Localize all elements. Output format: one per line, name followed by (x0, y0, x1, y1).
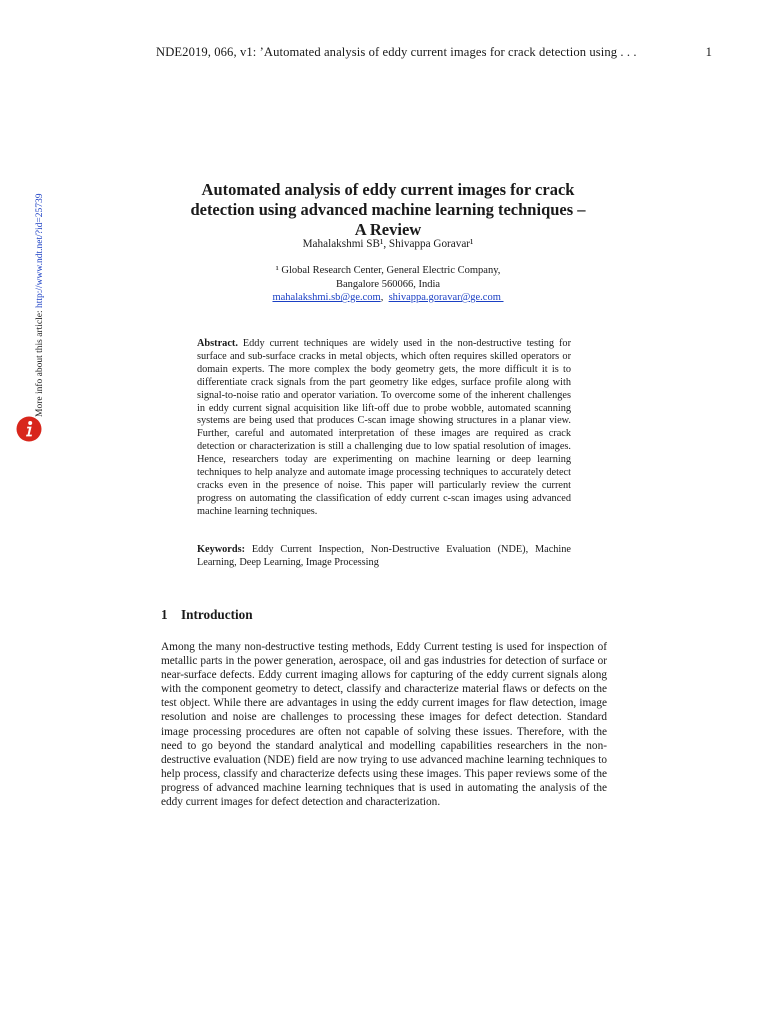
side-banner-prefix: More info about this article: (35, 308, 45, 417)
abstract (197, 338, 571, 519)
running-head (156, 45, 716, 60)
paper-title (150, 180, 626, 240)
email-link-2[interactable]: shivappa.goravar@ge.com (388, 292, 504, 303)
section-heading (161, 607, 253, 623)
keywords-text: Eddy Current Inspection, Non-Destructive Evaluation (NDE), Machine Learning, Deep Learning, Image Processing (197, 544, 571, 568)
info-icon[interactable] (16, 416, 42, 442)
title-line: A Review (354, 220, 422, 239)
title-line: Automated analysis of eddy current images for crack (201, 180, 575, 199)
page-number: 1 (705, 45, 712, 59)
title-line: detection using advanced machine learning techniques – (190, 200, 586, 219)
email-link-1[interactable]: mahalakshmi.sb@ge.com (272, 292, 381, 303)
running-title: NDE2019, 066, v1: ’Automated analysis of eddy current images for crack detection using . . . (156, 45, 637, 59)
section-body: Among the many non-destructive testing methods, Eddy Current testing is used for inspection of metallic parts in the power generation, aerospace, oil and gas industries for detection of surface or near-surface defects. Eddy current imaging allows for capturing of the eddy current signals along with the component geometry to detect, classify and characterize material flaws or defects on the test object. While there are advantages in using the eddy current images for flaw detection, image resolution and noise are challenges to processing these images for defect detection. Standard image processing procedures are often not capable of solving these issues. Therefore, with the need to go beyond the standard analytical and modelling capabilities researchers in the non-destructive evaluation (NDE) field are now trying to use advanced machine learning techniques to help process, classify and characterize defects using these images. This paper reviews some of the progress of advanced machine learning techniques that is used in automating the analysis of the eddy current images for defect detection and characterization. (161, 641, 607, 809)
affiliation-line: ¹ Global Research Center, General Electric Company, (275, 265, 501, 276)
abstract-text: Eddy current techniques are widely used in the non-destructive testing for surface and sub-surface cracks in metal objects, which often requires skilled operators or domain experts. The more complex the body geometry gets, the more difficult it is to differentiate crack signals from the part geometry like edges, surface profile along with signal-to-noise ratio and operator variation. To overcome some of the inherent challenges in eddy current signal acquisition like lift-off due to probe wobble, automated scanning systems are being used that produces C-scan image showing structures in a planar view. Further, careful and automated interpretation of these images are required as crack detection or characterization is still a challenging due to low spatial resolution of images. Hence, researchers today are experimenting on machine learning or deep learning techniques to help analyze and automate image processing techniques to accurately detect cracks even in the presence of noise. This paper will particularly review the current progress on automating the classification of eddy current c-scan images using advanced machine learning techniques. (197, 338, 571, 517)
keywords-label: Keywords: (197, 544, 246, 555)
email-separator: , (380, 292, 389, 303)
article-link[interactable]: http://www.ndt.net/?id=25739 (35, 193, 45, 309)
side-banner (14, 180, 46, 450)
section-title: Introduction (181, 607, 253, 622)
abstract-label: Abstract. (197, 338, 238, 349)
authors: Mahalakshmi SB¹, Shivappa Goravar¹ (302, 238, 474, 250)
section-number: 1 (161, 607, 168, 622)
affiliation-line: Bangalore 560066, India (335, 278, 441, 290)
affiliation (150, 264, 626, 305)
info-icon-dot (28, 421, 32, 425)
email-line (150, 291, 626, 305)
keywords (197, 543, 571, 569)
